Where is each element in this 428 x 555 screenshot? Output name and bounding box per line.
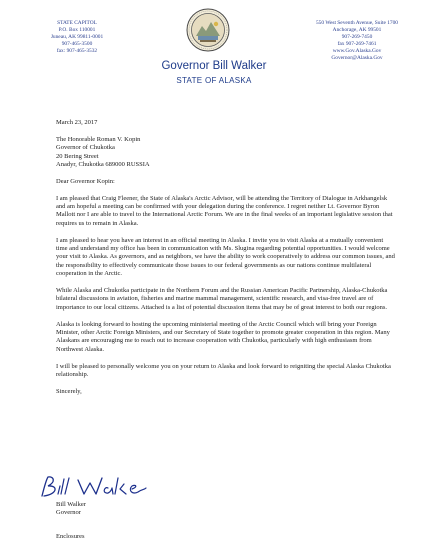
letter-date: March 23, 2017 — [56, 119, 98, 126]
closing: Sincerely, — [56, 387, 82, 395]
signer-name: Bill Walker — [56, 501, 86, 508]
paragraph: While Alaska and Chukotka participate in the Northern Forum and the Russian American Pacific Partnership, Alaska-Chukotka bilateral discussions in aviation, fisheries and marine mammal management, scientific research, and visa-free travel are of importance to our local citizens. Attached is a list of potential discussion items that may be of great interest to both our regions. — [56, 287, 388, 311]
recipient-line: 20 Bering Street — [56, 152, 99, 160]
paragraph: I am pleased to hear you have an interest in an official meeting in Alaska. I invite you to visit Alaska at a mutually convenient time and understand my office has been in communication with Ms. Slugina regarding potential opportunities. I would welcome your visit to Alaska. As governors, and as neighbors, we have the ability to work cooperatively to address our common issues, and the responsibility to effectively communicate those issues to our federal governments as our nations continue multilateral cooperation in the Arctic. — [56, 236, 395, 278]
recipient-line: Anadyr, Chukotka 689000 RUSSIA — [56, 161, 150, 169]
state-seal-icon — [186, 8, 230, 52]
signer-title: Governor — [56, 509, 81, 517]
enclosures-note: Enclosures — [56, 533, 85, 540]
paragraph: Alaska is looking forward to hosting the upcoming ministerial meeting of the Arctic Council which will bring your Foreign Minister, other Arctic Foreign Ministers, and our Secretary of State together to promote greater cooperation in this region. Many Alaskans are encouraging me to reach out to increase cooperation with Chukotka, particularly with high enthusiasm from Northwest Alaska. — [56, 320, 390, 353]
recipient-line: Governor of Chukotka — [56, 144, 115, 152]
letter-body — [56, 119, 396, 396]
anchorage-address — [298, 20, 416, 61]
juneau-address — [22, 20, 132, 55]
state-heading: STATE OF ALASKA — [176, 76, 252, 85]
paragraph: I am pleased that Craig Fleener, the State of Alaska's Arctic Advisor, will be attending the Territory of Dialogue in Arkhangelsk and am hopeful a meeting can be confirmed with your delegation during the conference. I regret neither Lt. Governor Byron Mallott nor I are able to travel to the International Arctic Forum. We are in the final weeks of an important legislative session that requires us to remain in Alaska. — [56, 194, 393, 227]
recipient-block — [56, 136, 396, 170]
paragraph: I will be pleased to personally welcome you on your return to Alaska and look forward to reigniting the special Alaska Chukotka relationship. — [56, 362, 391, 379]
governor-heading: Governor Bill Walker — [161, 60, 267, 72]
handwritten-signature — [34, 474, 164, 500]
salutation: Dear Governor Kopin: — [56, 177, 115, 185]
address-line: Juneau, AK 99811-0001 — [50, 33, 104, 40]
address-line: P.O. Box 110001 — [58, 26, 96, 33]
address-line: fax: 907-465-3532 — [56, 47, 98, 54]
email-link[interactable]: Governor@Alaska.Gov — [331, 54, 383, 61]
address-line: 550 West Seventh Avenue, Suite 1700 — [315, 20, 398, 26]
address-line: 907-269-7450 — [341, 33, 373, 40]
recipient-line: The Honorable Roman V. Kopin — [56, 135, 141, 143]
address-line: STATE CAPITOL — [57, 20, 97, 26]
address-line: fax 907-269-7461 — [337, 40, 377, 47]
address-line: Anchorage, AK 99501 — [332, 26, 382, 33]
signature-block — [56, 501, 86, 518]
website-link[interactable]: www.Gov.Alaska.Gov — [332, 47, 382, 54]
address-line: 907-465-3500 — [61, 40, 93, 47]
